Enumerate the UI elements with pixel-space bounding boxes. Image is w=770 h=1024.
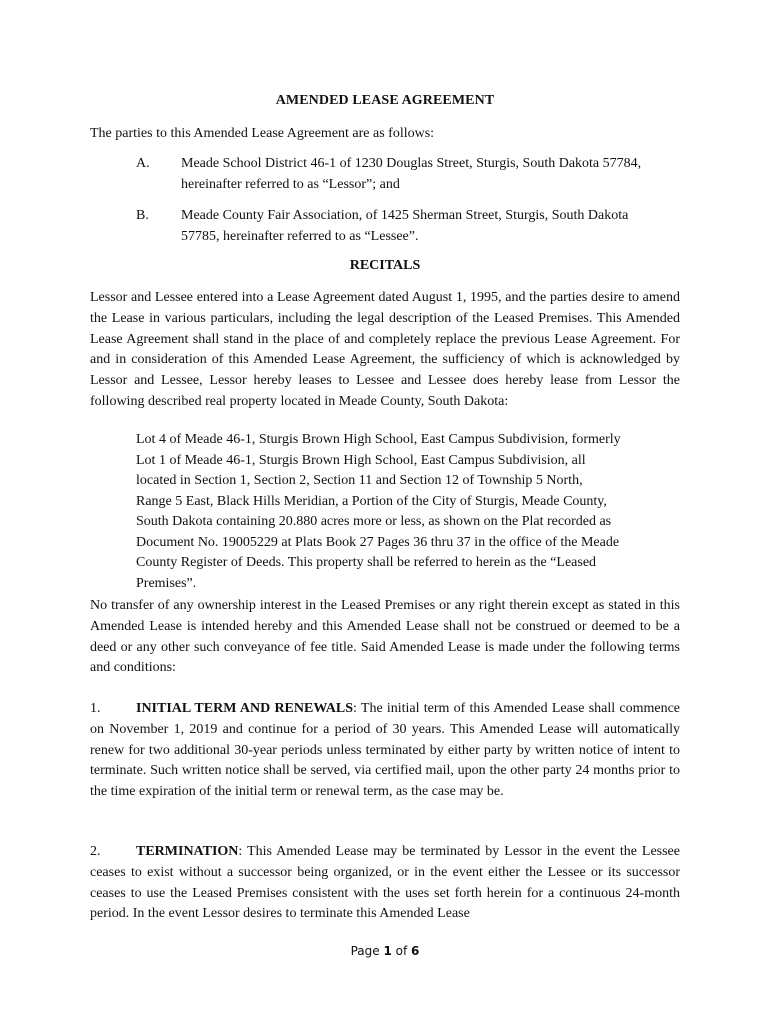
section-2-heading: TERMINATION [136,844,239,859]
section-2-number: 2. [90,844,101,859]
section-1-heading: INITIAL TERM AND RENEWALS [136,701,354,716]
section-1 [90,699,680,803]
recitals-heading: RECITALS [349,258,421,273]
page-footer [0,944,770,958]
party-a-line2: hereinafter referred to as “Lessor”; and [181,177,400,192]
footer-of: of [391,944,412,958]
document-title: AMENDED LEASE AGREEMENT [275,93,495,108]
section-2 [90,842,680,925]
intro-text: The parties to this Amended Lease Agreement are as follows: [90,126,435,141]
section-1-number: 1. [90,701,101,716]
party-a-marker: A. [136,156,150,171]
recitals-paragraph: Lessor and Lessee entered into a Lease Agreement dated August 1, 1995, and the parties desire to amend the Lease in various particulars, including the legal description of the Leased Premises. This Amended Lease Agreement shall stand in the place of and completely replace the previous Lease Agreement. For and in consideration of this Amended Lease Agreement, the sufficiency of which is acknowledged by Lessor and Lessee, Lessor hereby leases to Lessee and Lessee does hereby lease from Lessor the following described real property located in Meade County, South Dakota: [90,290,680,409]
party-b-marker: B. [136,208,149,223]
footer-prefix: Page [350,944,384,958]
legal-description: Lot 4 of Meade 46-1, Sturgis Brown High School, East Campus Subdivision, formerly Lot 1 of Meade 46-1, Sturgis Brown High School, East Campus Subdivision, all located in Section 1, Section 2, Section 11 and Section 12 of Township 5 North, Range 5 East, Black Hills Meridian, a Portion of the City of Sturgis, Meade County, South Dakota containing 20.880 acres more or less, as shown on the Plat recorded as Document No. 19005229 at Plats Book 27 Pages 36 thru 37 in the office of the Meade County Register of Deeds. This property shall be referred to herein as the “Leased Premises”. [136,432,621,591]
footer-total-pages: 6 [411,944,420,958]
footer-current-page: 1 [383,944,392,958]
party-a-line1: Meade School District 46-1 of 1230 Douglas Street, Sturgis, South Dakota 57784, [181,156,642,171]
transfer-paragraph: No transfer of any ownership interest in the Leased Premises or any right therein except as stated in this Amended Lease is intended hereby and this Amended Lease shall not be construed or deemed to be a deed or any other such conveyance of fee title. Said Amended Lease is made under the following terms and conditions: [90,598,680,676]
party-b-line1: Meade County Fair Association, of 1425 Sherman Street, Sturgis, South Dakota [181,208,629,223]
section-2-text: : This Amended Lease may be terminated by Lessor in the event the Lessee ceases to exist without a successor being organized, or in the event either the Lessee or its successor ceases to use the Leased Premises consistent with the uses set forth herein for a continuous 24-month period. In the event Lessor desires to terminate this Amended Lease [90,844,680,922]
party-b-line2: 57785, hereinafter referred to as “Lessee”. [181,229,419,244]
section-1-text: : The initial term of this Amended Lease shall commence on November 1, 2019 and continue for a period of 30 years. This Amended Lease will automatically renew for two additional 30-year periods unless terminated by either party by written notice of intent to terminate. Such written notice shall be served, via certified mail, upon the other party 24 months prior to the time expiration of the initial term or renewal term, as the case may be. [90,701,681,800]
